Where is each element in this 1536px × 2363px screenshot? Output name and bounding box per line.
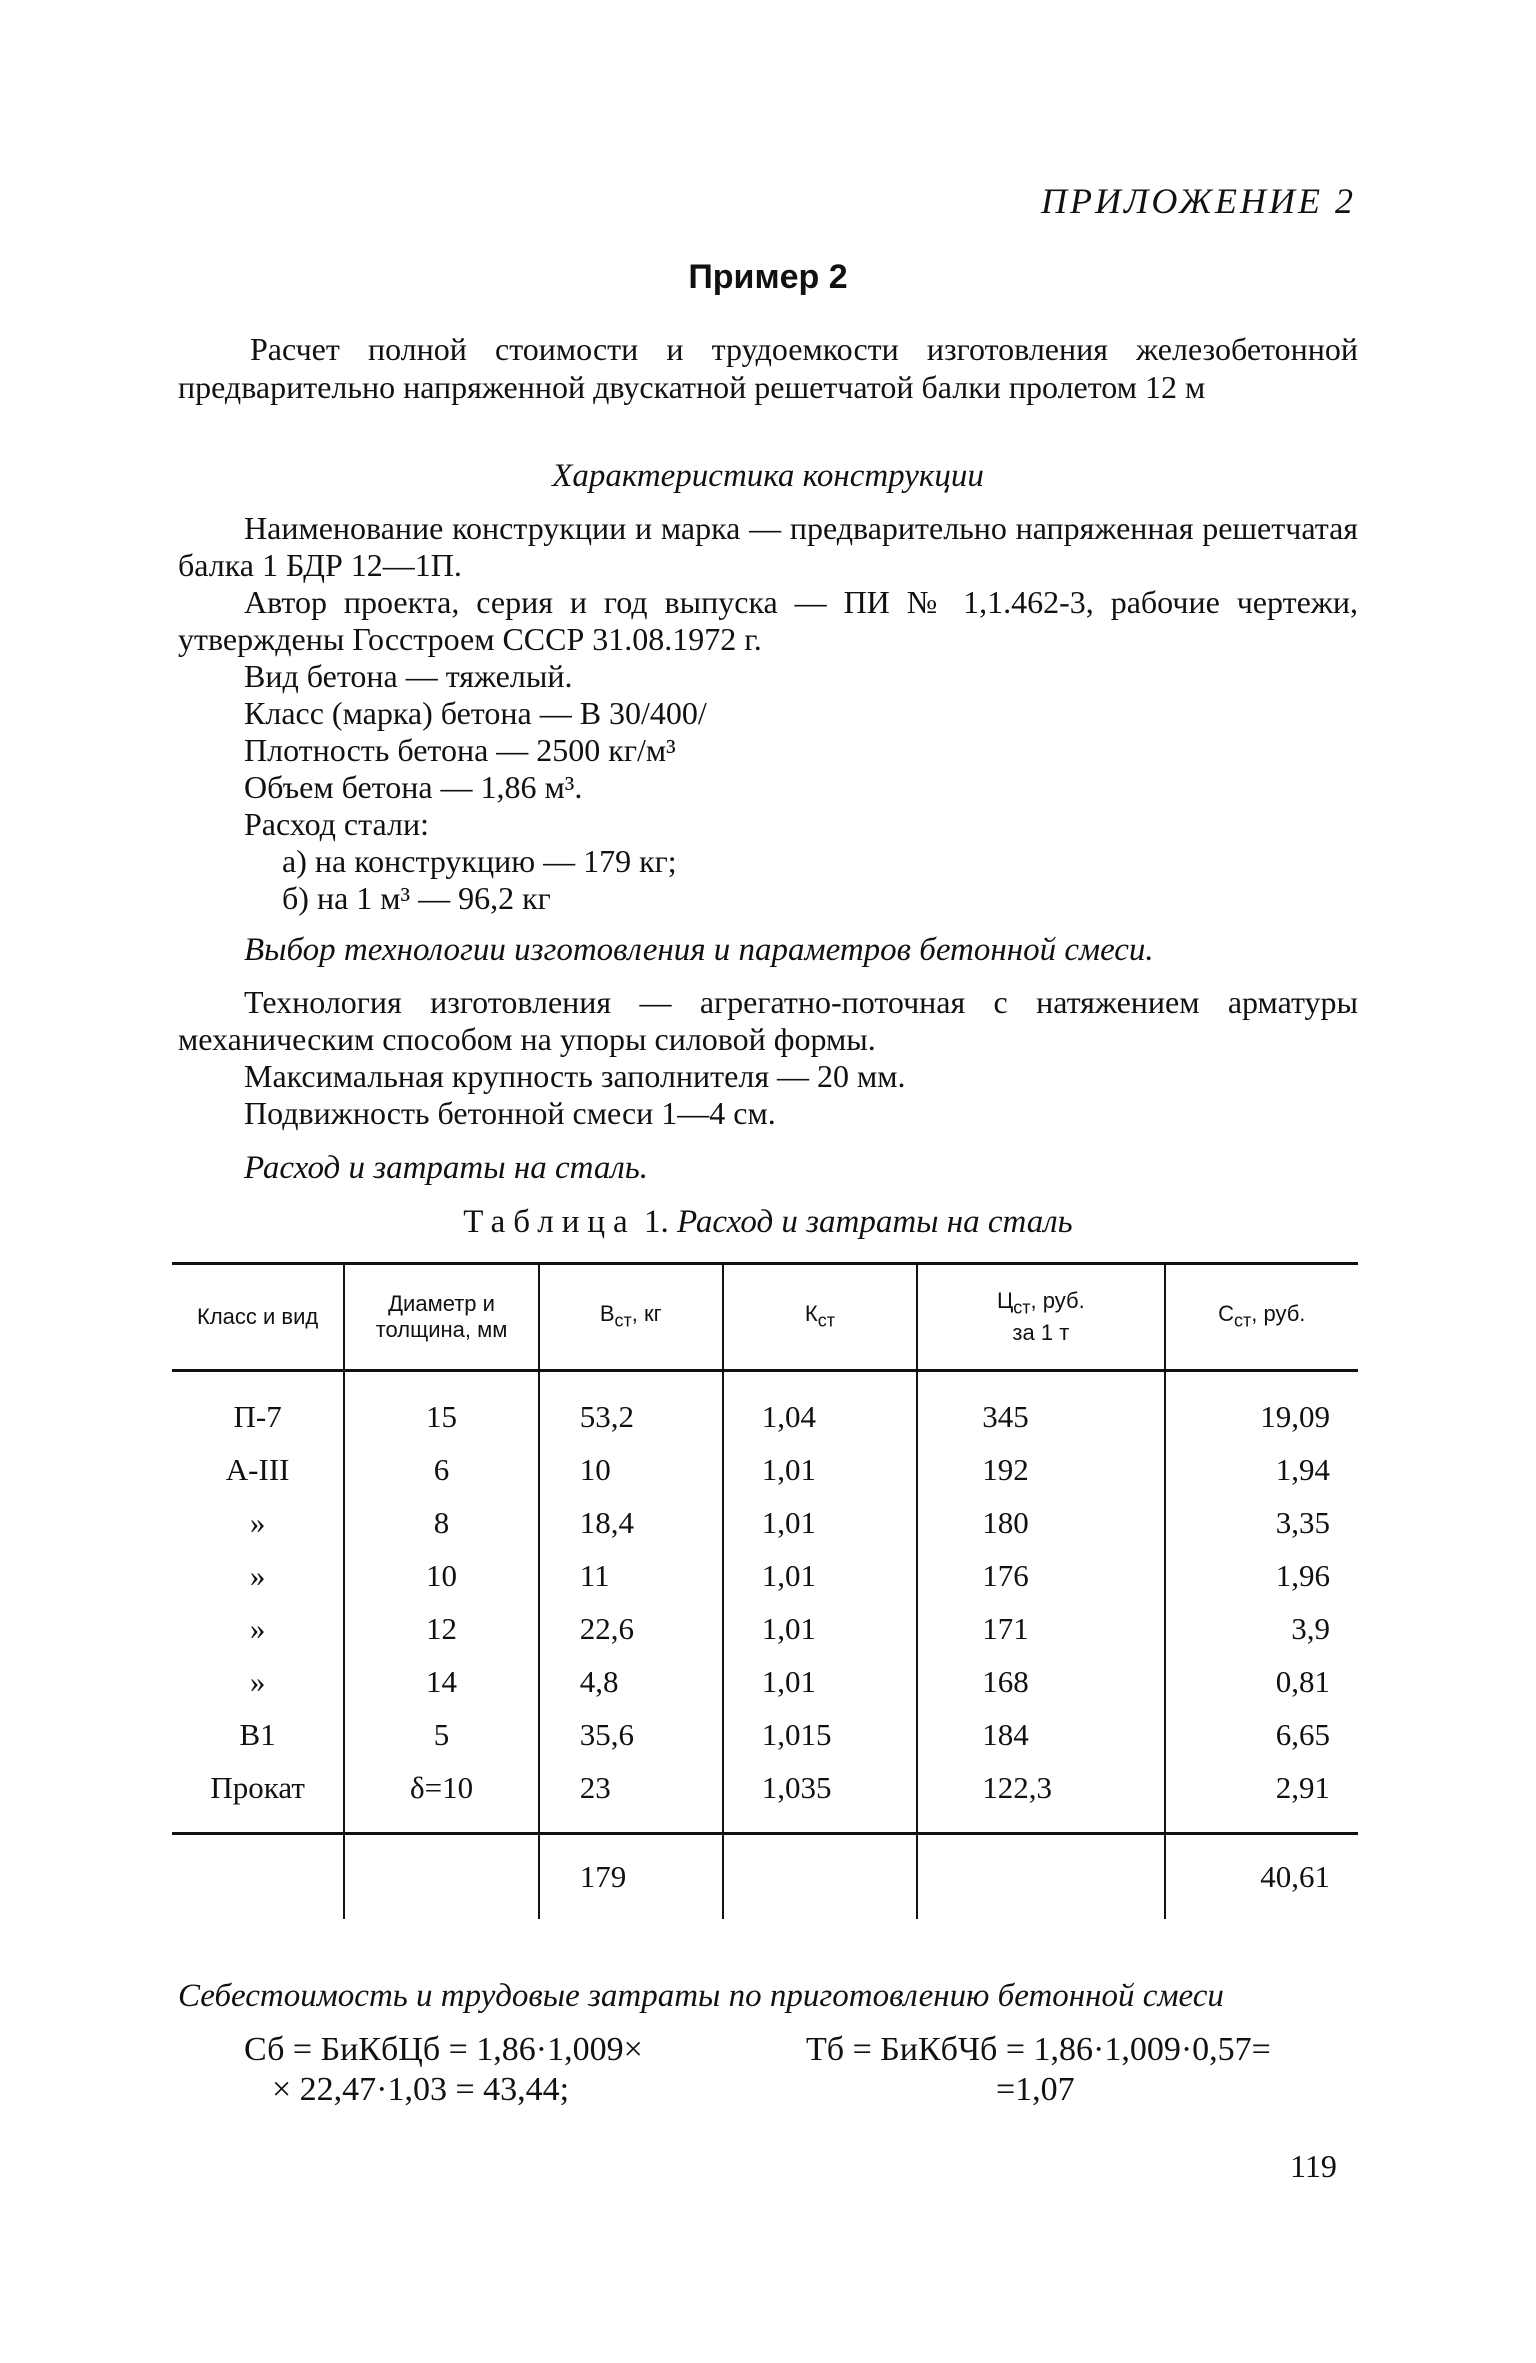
table-row: » 12 22,6 1,01 171 3,9 <box>172 1602 1358 1655</box>
total-cost: 40,61 <box>1165 1834 1358 1920</box>
appendix-label: ПРИЛОЖЕНИЕ 2 <box>1041 181 1356 221</box>
intro-text: Расчет полной стоимости и трудоемкости изготовления железобетонной предварительно напряженной двускатной решетчатой балки пролетом 12 м <box>178 331 1358 405</box>
characteristic-subline: б) на 1 м³ — 96,2 кг <box>282 880 551 916</box>
table-caption-word: Таблица <box>463 1204 636 1240</box>
technology-heading: Выбор технологии изготовления и параметров бетонной смеси. <box>244 932 1154 968</box>
table-row: Прокат δ=10 23 1,035 122,3 2,91 <box>172 1761 1358 1834</box>
page-number: 119 <box>1290 2148 1337 2184</box>
intro-paragraph <box>178 330 1358 406</box>
col-header-diameter: Диаметр и толщина, мм <box>344 1264 538 1371</box>
col-header-mass: $В_{ст}$, кг <box>539 1264 723 1371</box>
table-header-row <box>172 1264 1358 1371</box>
characteristic-line: Наименование конструкции и марка — предварительно напряженная решетчатая балка 1 БДР 12—1П. <box>178 510 1358 583</box>
col-header-coefficient: $К_{ст}$ <box>723 1264 917 1371</box>
table-caption <box>0 1204 1536 1241</box>
technology-line: Технология изготовления — агрегатно-поточная с натяжением арматуры механическим способом на упоры силовой формы. <box>178 984 1358 1057</box>
technology-line: Максимальная крупность заполнителя — 20 мм. <box>244 1058 906 1094</box>
table-total-row <box>172 1834 1358 1920</box>
characteristic-line: Вид бетона — тяжелый. <box>244 658 573 694</box>
characteristic-subline: а) на конструкцию — 179 кг; <box>282 843 677 879</box>
table-caption-title: Расход и затраты на сталь <box>676 1204 1073 1240</box>
col-header-class: Класс и вид <box>172 1264 344 1371</box>
col-header-price: $Ц_{ст}$, руб. за 1 т <box>917 1264 1164 1371</box>
technology-block <box>178 984 1358 1132</box>
cost-heading: Себестоимость и трудовые затраты по приготовлению бетонной смеси <box>178 1978 1224 2014</box>
formula-labor: Тб = БиКбЧб = 1,86·1,009·0,57= =1,07 <box>806 2031 1271 2108</box>
total-mass: 179 <box>539 1834 723 1920</box>
characteristic-line: Плотность бетона — 2500 кг/м³ <box>244 732 676 768</box>
technology-line: Подвижность бетонной смеси 1—4 см. <box>244 1095 776 1131</box>
characteristic-line: Объем бетона — 1,86 м³. <box>244 769 583 805</box>
col-header-cost: $С_{ст}$, руб. <box>1165 1264 1358 1371</box>
formula-concrete-cost: Сб = БиКбЦб = 1,86·1,009× × 22,47·1,03 = 43,44; <box>244 2031 643 2108</box>
steel-table <box>172 1262 1358 1919</box>
table-caption-number: 1. <box>643 1204 669 1240</box>
example-title: Пример 2 <box>688 258 848 296</box>
table-row: A-III 6 10 1,01 192 1,94 <box>172 1443 1358 1496</box>
characteristic-line: Класс (марка) бетона — В 30/400/ <box>244 695 707 731</box>
table-row: B1 5 35,6 1,015 184 6,65 <box>172 1708 1358 1761</box>
table-row: » 8 18,4 1,01 180 3,35 <box>172 1496 1358 1549</box>
steel-heading: Расход и затраты на сталь. <box>244 1150 648 1186</box>
table-row: П-7 15 53,2 1,04 345 19,09 <box>172 1371 1358 1444</box>
table-row: » 10 11 1,01 176 1,96 <box>172 1549 1358 1602</box>
characteristics-heading: Характеристика конструкции <box>552 458 984 494</box>
characteristic-line: Расход стали: <box>244 806 429 842</box>
characteristic-line: Автор проекта, серия и год выпуска — ПИ № 1,1.462-3, рабочие чертежи, утверждены Госстроем СССР 31.08.1972 г. <box>178 584 1358 657</box>
table-row: » 14 4,8 1,01 168 0,81 <box>172 1655 1358 1708</box>
characteristics-block <box>178 510 1358 917</box>
